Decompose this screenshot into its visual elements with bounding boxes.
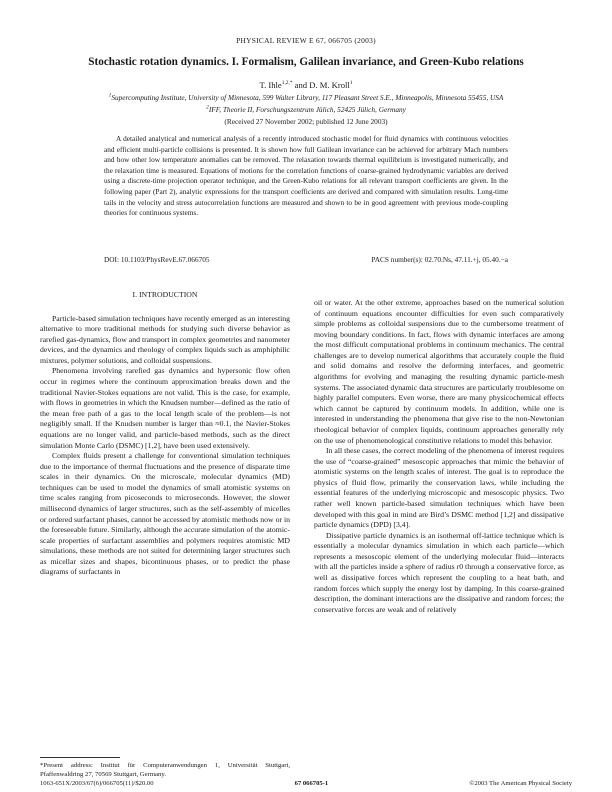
page-number: 67 066705-1 [294, 780, 329, 787]
paragraph: Phenomena involving rarefied gas dynamics and hypersonic flow often occur in regimes where the continuum approximation breaks down and the traditional Navier-Stokes equations are not valid. This is the case, for example, with flows in geometries in which the Knudsen number—defined as the ratio of the mean free path of a gas to the local length scale of the problem—is not negligibly small. If the Knudsen number is larger than ≈0.1, the Navier-Stokes equations are no longer valid, and particle-based methods, such as the direct simulation Monte Carlo (DSMC) [1,2], have been used extensively. [40, 366, 290, 450]
paragraph: Dissipative particle dynamics is an isothermal off-lattice technique which is essentially a molecular dynamics simulation in which each particle—which represents a mesoscopic element of the underlying molecular fluid—interacts with all the particles inside a sphere of radius r0 through a conservative force, as well as dissipative forces which represent the coupling to a heat bath, and random forces which supply the energy lost by damping. In this coarse-grained description, the dominant interactions are the dissipative and random forces; the conservative forces are weak and of relatively [314, 530, 564, 614]
author-2-affil: 1 [349, 80, 353, 87]
copyright: ©2003 The American Physical Society [469, 780, 572, 787]
page-footer [40, 780, 572, 787]
author-1: T. Ihle [259, 80, 282, 90]
footnote-rule [40, 757, 120, 758]
right-column [314, 298, 564, 615]
affiliation-1-mark: 1 [108, 92, 112, 99]
author-1-affil: 1,2,* [281, 80, 293, 87]
left-column [40, 290, 290, 578]
running-head: PHYSICAL REVIEW E 67, 066705 (2003) [236, 36, 376, 45]
affiliation-1 [40, 93, 572, 103]
doi: DOI: 10.1103/PhysRevE.67.066705 [104, 255, 210, 264]
affiliation-2-mark: 2 [206, 104, 209, 111]
paragraph: Particle-based simulation techniques have recently emerged as an interesting alternative to more traditional methods for studying such diverse behavior as rarefied gas-dynamics, flow and transport in complex geometries and nanometer devices, and the dynamics and rheology of complex liquids such as amphiphilic mixtures, polymer solutions, and colloidal suspensions. [40, 313, 290, 365]
abstract: A detailed analytical and numerical analysis of a recently introduced stochastic model for fluid dynamics with continuous velocities and efficient multi-particle collisions is presented. It is shown how full Galilean invariance can be achieved for arbitrary Mach numbers and how other low temperature anomalies can be removed. The relaxation towards thermal equilibrium is investigated numerically, and the relaxation time is measured. Equations of motions for the correlation functions of coarse-grained hydrodynamic variables are derived using a discrete-time projection operator technique, and the Green-Kubo relations for all relevant transport coefficients are given. In the following paper (Part 2), analytic expressions for the transport coefficients are derived and compared with simulation results. Long-time tails in the velocity and stress autocorrelation functions are measured and shown to be in good agreement with previous mode-coupling theories for continuous systems. [104, 134, 508, 218]
footnote: *Present address: Institut für Computeranwendungen 1, Universität Stuttgart, Pfaffenwaldring 27, 70569 Stuttgart, Germany. [40, 762, 290, 779]
footer-code: 1063-651X/2003/67(6)/066705(11)/$20.00 [40, 780, 154, 787]
section-heading: I. INTRODUCTION [132, 290, 198, 299]
received-dates: (Received 27 November 2002; published 12 June 2003) [224, 117, 388, 126]
pacs-numbers: PACS number(s): 02.70.Ns, 47.11.+j, 05.40.−a [371, 255, 508, 264]
affiliation-1-text: Supercomputing Institute, University of Minnesota, 599 Walter Library, 117 Pleasant Street S.E., Minneapolis, Minnesota 55455, USA [111, 93, 504, 102]
paragraph: In all these cases, the correct modeling of the phenomena of interest requires the use of “coarse-grained” mesoscopic approaches that mimic the behavior of atomistic systems on the length scales of interest. The goal is to reproduce the physics of fluid flow, primarily the conservation laws, while including the essential features of the underlying microscopic and mesoscopic physics. Two rather well known particle-based simulation techniques which have been developed with this goal in mind are Bird’s DSMC method [1,2] and dissipative particle dynamics (DPD) [3,4]. [314, 446, 564, 530]
affiliation-2 [40, 105, 572, 115]
affiliation-2-text: IFF, Theorie II, Forschungszentrum Jülich, 52425 Jülich, Germany [208, 105, 406, 114]
author-2: and D. M. Kroll [292, 80, 350, 90]
paragraph: Complex fluids present a challenge for conventional simulation techniques due to the importance of thermal fluctuations and the presence of disparate time scales in their dynamics. On the microscale, molecular dynamics (MD) techniques can be used to model the dynamics of small atomistic systems on time scales ranging from picoseconds to microseconds. However, the slower millisecond dynamics of larger structures, such as the self-assembly of micelles or ordered surfactant phases, cannot be accessed by atomistic methods now or in the foreseeable future. Similarly, although the accurate simulation of the atomic-scale properties of surfactant assemblies and polymers requires atomistic MD simulations, these methods are not suited for determining larger structures such as micellar sizes and shapes, bicontinuous phases, or to predict the phase diagrams of surfactants in [40, 451, 290, 577]
paper-title: Stochastic rotation dynamics. I. Formalism, Galilean invariance, and Green-Kubo relations [88, 56, 524, 68]
author-line [40, 80, 572, 90]
paragraph: oil or water. At the other extreme, approaches based on the numerical solution of continuum equations encounter difficulties for even such comparatively simple problems as colloidal suspensions due to the cumbersome treatment of moving boundary conditions. In fact, flows with dynamic interfaces are among the most difficult computational problems in continuum mechanics. The central challenges are to develop numerical algorithms that accurately couple the fluid and solid domains and resolve the deforming interfaces, and geometric algorithms for evolving and managing the resulting dynamic particle-mesh systems. The associated dynamic data structures are particularly troublesome on highly parallel computers. Even worse, there are many physicochemical effects which cannot be captured by continuum models. In addition, while one is interested in understanding the phenomena that give rise to the non-Newtonian rheological behavior of complex liquids, continuum approaches generally rely on the use of phenomenological constitutive relations to model this behavior. [314, 298, 564, 445]
